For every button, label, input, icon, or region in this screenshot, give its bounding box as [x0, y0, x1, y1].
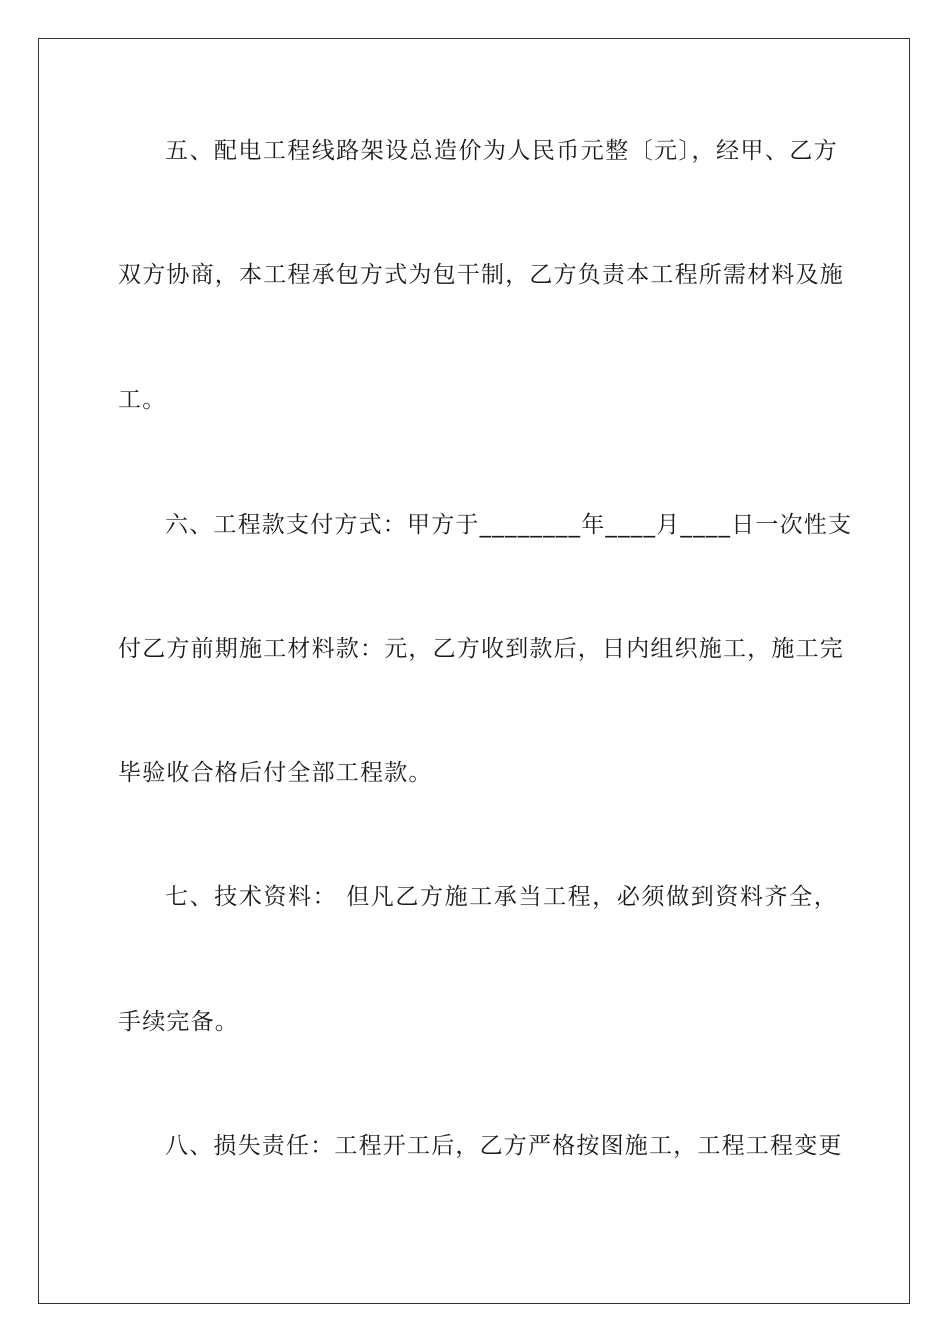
page-border	[38, 38, 910, 1304]
clause-5-line-1: 五、配电工程线路架设总造价为人民币元整〔元〕，经甲、乙方	[165, 138, 838, 164]
clause-5-line-3: 工。	[118, 387, 167, 413]
clause-6-line-1: 六、工程款支付方式：甲方于________年____月____日一次性支	[165, 512, 853, 538]
clause-5-line-2: 双方协商，本工程承包方式为包干制，乙方负责本工程所需材料及施	[118, 262, 844, 288]
clause-6-line-3: 毕验收合格后付全部工程款。	[118, 760, 433, 786]
clause-7-line-2: 手续完备。	[118, 1009, 239, 1035]
clause-8-line-1: 八、损失责任：工程开工后，乙方严格按图施工，工程工程变更	[165, 1133, 843, 1159]
clause-6-line-2: 付乙方前期施工材料款：元，乙方收到款后，日内组织施工，施工完	[118, 636, 844, 662]
clause-7-line-1: 七、技术资料： 但凡乙方施工承当工程，必须做到资料齐全，	[165, 884, 838, 910]
